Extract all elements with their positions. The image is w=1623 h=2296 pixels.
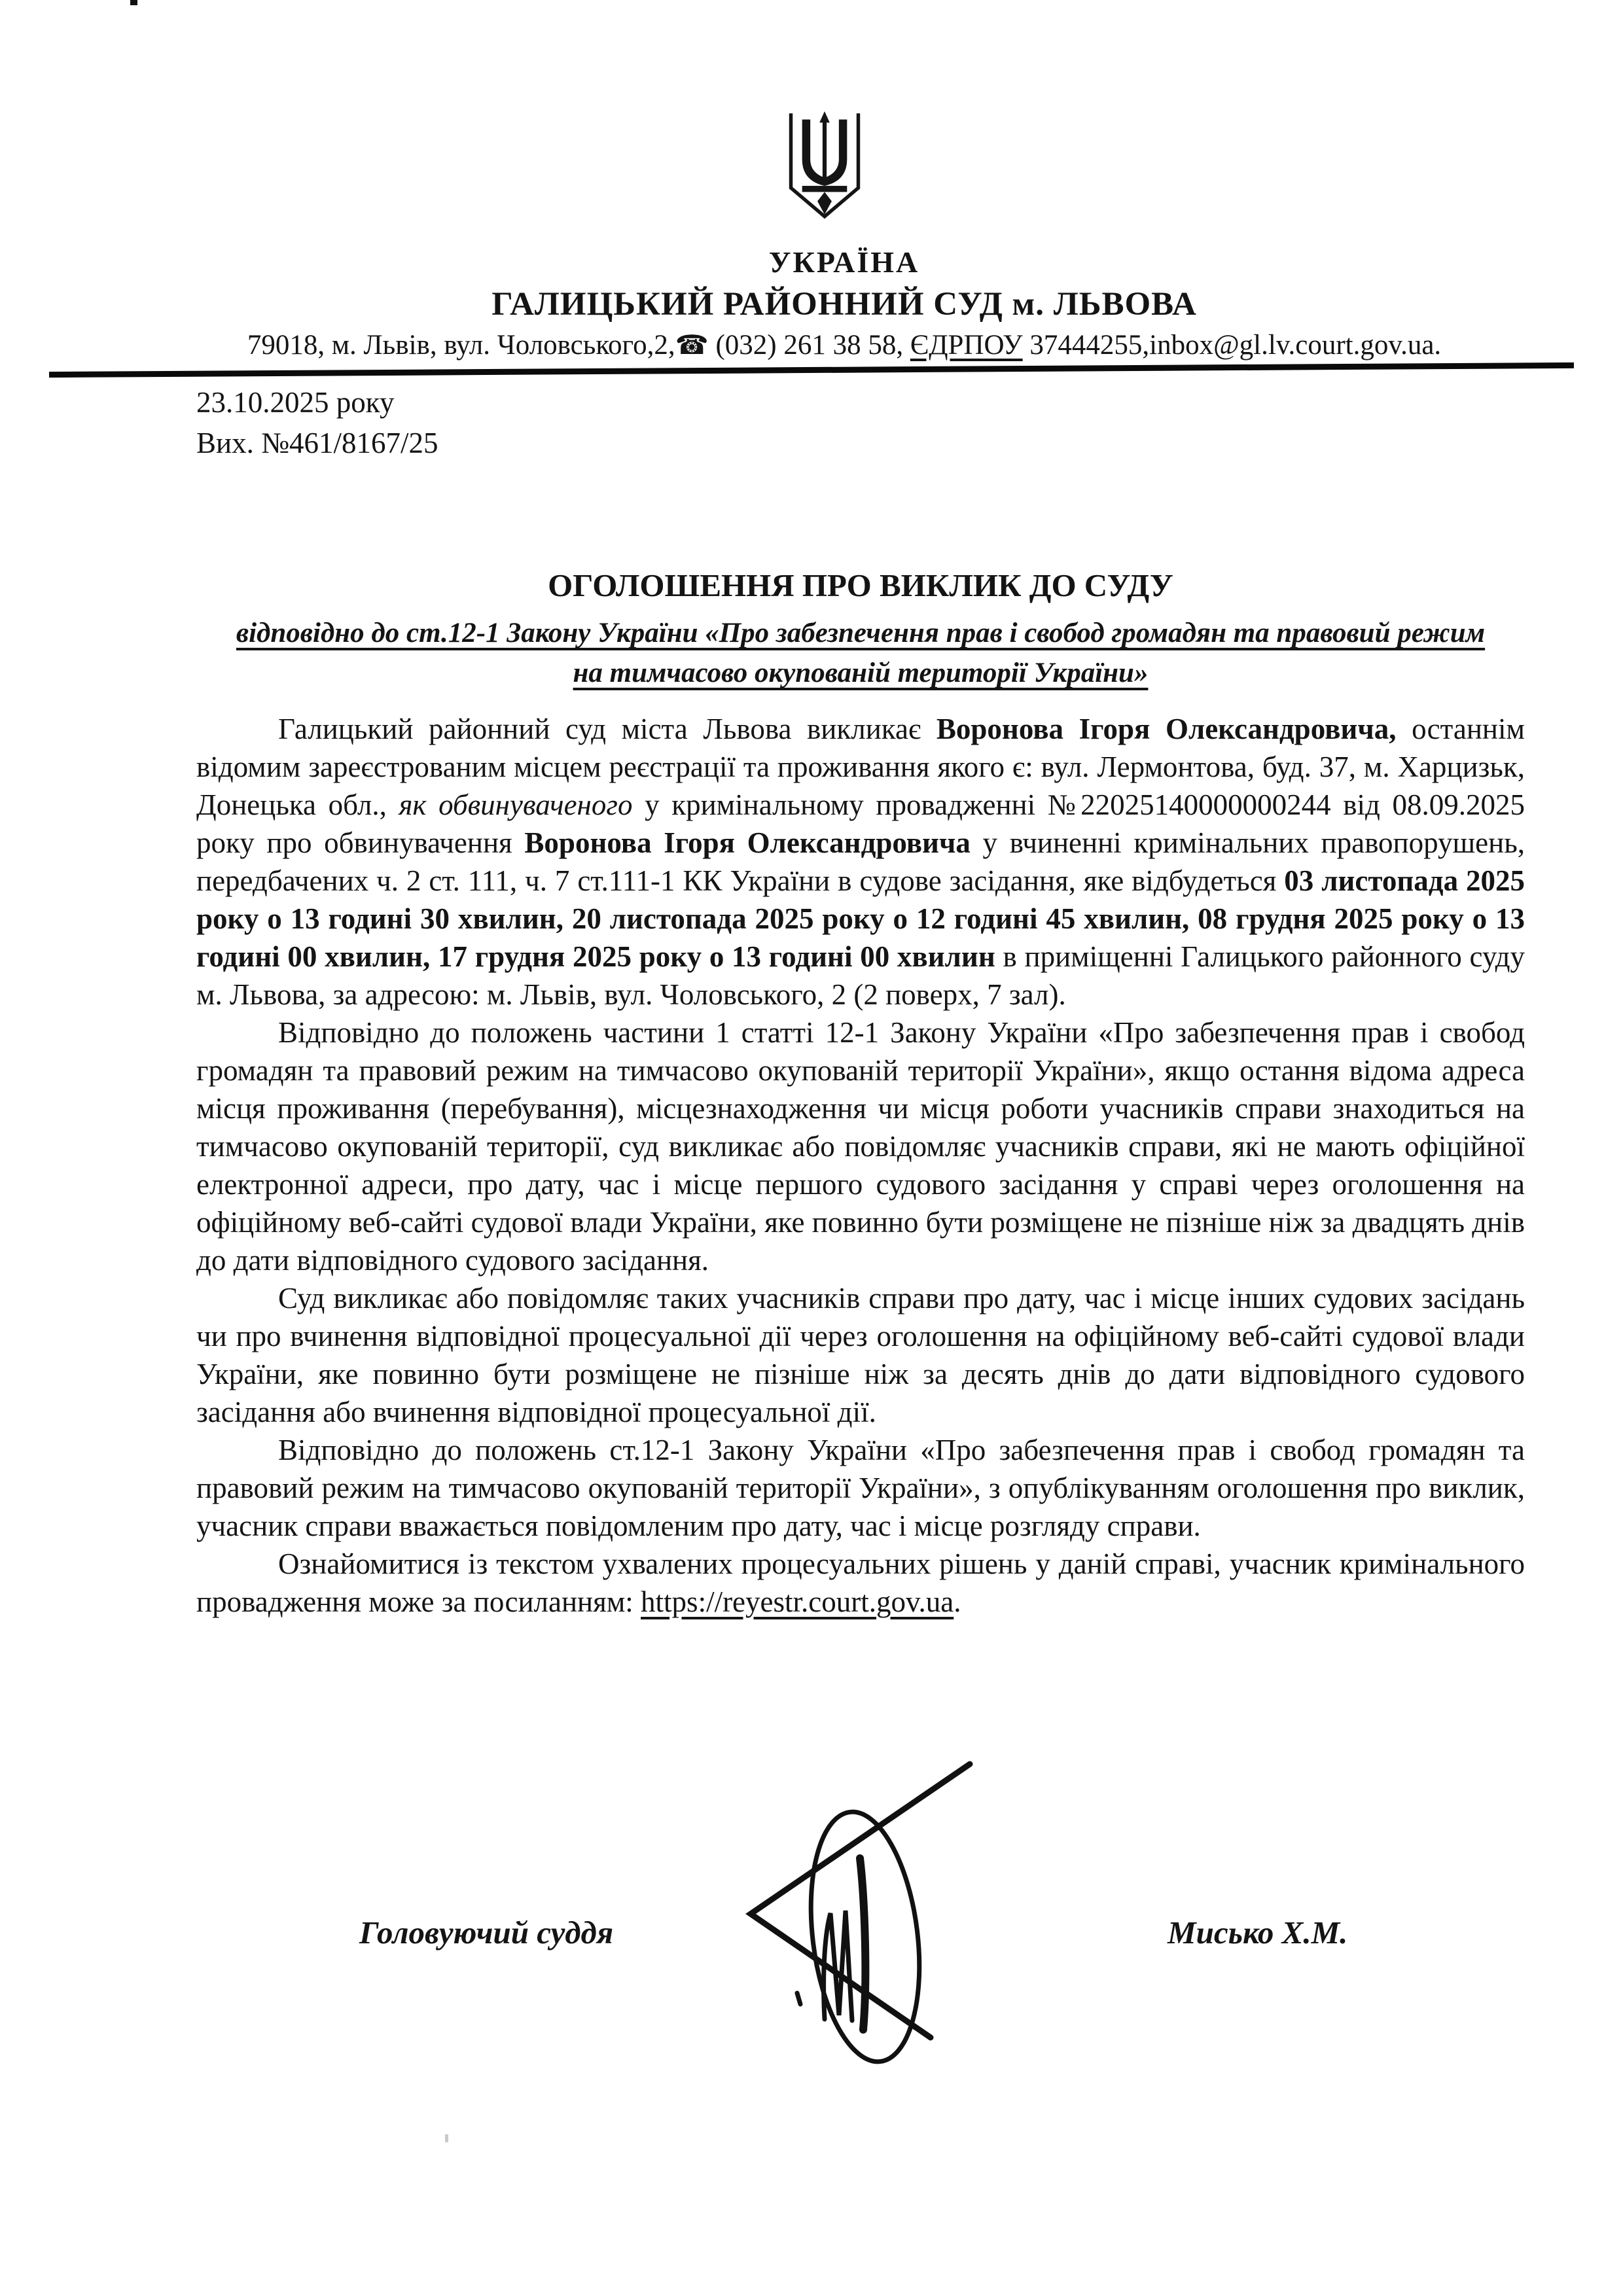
body-paragraph-other-hearings: Суд викликає або повідомляє таких учасників справи про дату, час і місце інших судових засідань чи про вчинення відповідної процесуальної дії через оголошення на офіційному веб-сайті судової влади України, яке повинно бути розміщене не пізніше ніж за десять днів до дати відповідного судового засідання або вчинення відповідної процесуальної дії. (196, 1282, 1525, 1428)
judge-role-label: Головуючий суддя (359, 1915, 614, 1951)
address-part: 79018, м. Львів, вул. Чоловського,2, (247, 330, 675, 361)
text-segment: останнім відомим зареєстрованим місцем реєстрації та проживання якого є: вул. Лермонтова, буд. 37, м. Харцизьк, Донецька обл., (196, 713, 1525, 821)
outgoing-number: Вих. №461/8167/25 (196, 427, 438, 459)
defendant-status: як обвинуваченого (399, 788, 633, 821)
title-block (196, 567, 1525, 693)
document-date: 23.10.2025 року (196, 386, 395, 419)
judge-signature-icon (713, 1760, 988, 2074)
subtitle-line: відповідно до ст.12-1 Закону України «Про забезпечення прав і свобод громадян та правовий режим (236, 618, 1486, 648)
defendant-name: Воронова Ігоря Олександровича (524, 826, 971, 859)
judge-name: Мисько Х.М. (1168, 1915, 1348, 1951)
text-segment: в приміщенні Галицького районного суду м. Львова, за адресою: м. Львів, вул. Чоловського, 2 (2 поверх, 7 зал). (196, 940, 1525, 1011)
document-subtitle (196, 613, 1525, 693)
text-segment: Галицький районний суд міста Львова викликає (278, 713, 936, 745)
signature-block (0, 1914, 1623, 2241)
body-paragraph-notification: Відповідно до положень ст.12-1 Закону України «Про забезпечення прав і свобод громадян та правовий режим на тимчасово окупованій території України», з опублікуванням оголошення про виклик, учасник справи вважається повідомленим про дату, час і місце розгляду справи. (196, 1434, 1525, 1542)
document-title: ОГОЛОШЕННЯ ПРО ВИКЛИК ДО СУДУ (548, 567, 1173, 603)
text-segment: у кримінальному провадженні №22025140000000244 від 08.09.2025 року про обвинувачення (196, 788, 1525, 859)
body-paragraph-law-part1: Відповідно до положень частини 1 статті 12-1 Закону України «Про забезпечення прав і свобод громадян та правовий режим на тимчасово окупованій території України», якщо остання відома адреса місця проживання (перебування), місцезнаходження чи місця роботи учасників справи знаходиться на тимчасово окупованій території, суд викликає або повідомляє учасників справи, які не мають офіційної електронної адреси, про дату, час і місце першого судового засідання у справі через оголошення на офіційному веб-сайті судової влади України, яке повинно бути розміщене не пізніше ніж за двадцять днів до дати відповідного судового засідання. (196, 1016, 1525, 1277)
edrpou-label: ЄДРПОУ (910, 330, 1023, 361)
phone-number: (032) 261 38 58, (708, 330, 910, 361)
text-segment: у вчиненні кримінальних правопорушень, передбачених ч. 2 ст. 111, ч. 7 ст.111-1 КК України в судове засідання, яке відбудеться (196, 826, 1525, 897)
subtitle-line: на тимчасово окупованій території України» (573, 658, 1149, 688)
scan-artifact-mark (130, 0, 137, 5)
telephone-icon: ☎ (675, 329, 709, 361)
address-part: 37444255,inbox@gl.lv.court.gov.ua. (1022, 330, 1442, 361)
header-divider-rule (49, 362, 1574, 378)
defendant-name: Воронова Ігоря Олександровича, (936, 713, 1397, 745)
court-name: ГАЛИЦЬКИЙ РАЙОННИЙ СУД м. ЛЬВОВА (491, 286, 1197, 323)
text-segment: Ознайомитися із текстом ухвалених процесуальних рішень у даній справі, учасник кримінального провадження може за посиланням: (196, 1547, 1525, 1618)
body-paragraph-registry (196, 1545, 1525, 1621)
court-address (65, 329, 1623, 361)
text-segment: . (954, 1585, 961, 1618)
reyestr-link[interactable]: https://reyestr.court.gov.ua (641, 1585, 954, 1618)
document-body (196, 710, 1525, 1621)
body-paragraph-summons (196, 710, 1525, 1014)
hearing-dates: 03 листопада 2025 року о 13 годині 30 хвилин, 20 листопада 2025 року о 12 годині 45 хвилин, 08 грудня 2025 року о 13 годині 00 хвилин, 17 грудня 2025 року о 13 годині 00 хвилин (196, 864, 1525, 973)
reference-block (196, 382, 438, 463)
country-name: УКРАЇНА (768, 245, 920, 279)
ukraine-trident-icon (774, 110, 876, 243)
